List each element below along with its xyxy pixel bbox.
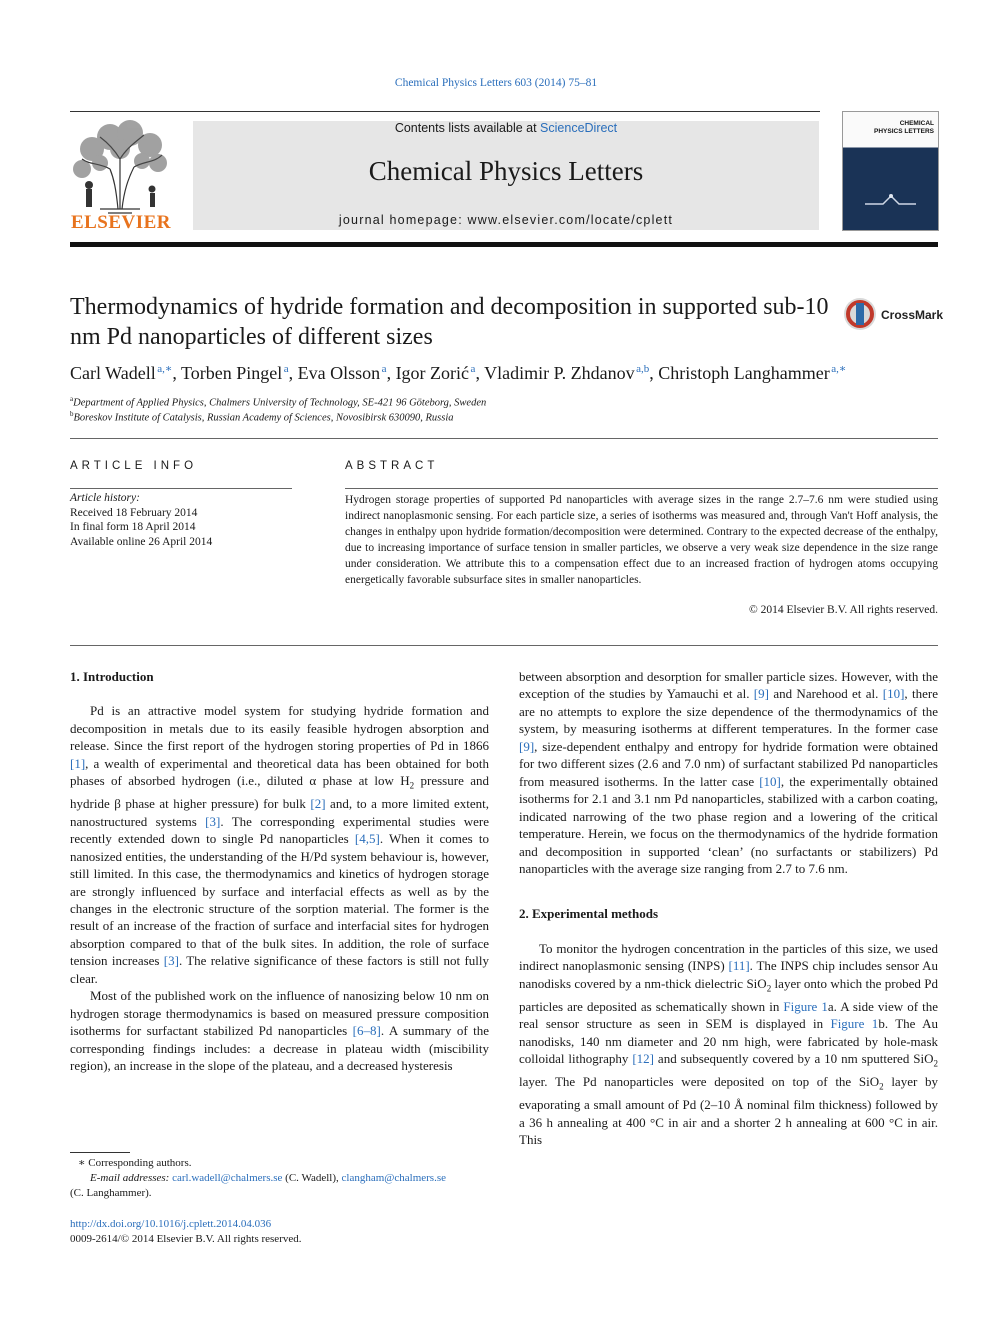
history-heading: Article history: xyxy=(70,492,140,504)
author-separator: , xyxy=(475,363,485,383)
citation-link[interactable]: [9] xyxy=(519,738,535,754)
author-name: Vladimir P. Zhdanov xyxy=(484,363,635,383)
article-title: Thermodynamics of hydride formation and decomposition in supported sub-10 nm Pd nanoparticles of different sizes xyxy=(70,294,829,350)
author-affiliation-link[interactable]: a,∗ xyxy=(157,363,173,375)
abstract-text: Hydrogen storage properties of supported Pd nanoparticles with average sizes in the range 2.7–7.6 nm were studied using indirect nanoplasmonic sensing. For each particle size, a series of isotherms was measured and, through Van't Hoff analysis, the changes in enthalpy upon hydride formation/decomposition were determined. Contrary to the expected decrease of the enthalpy, due to increasing importance of surface tension in smaller particles, we observe a very weak size dependence in the size range under consideration. We attribute this to a compensation effect due to an increased fraction of hydrogen atoms occupying energetically favorable subsurface sites in smaller nanoparticles. xyxy=(345,494,938,586)
article-info-rule xyxy=(70,488,292,489)
citation-link[interactable]: [10] xyxy=(759,773,781,789)
contents-line xyxy=(193,121,819,135)
author-affiliation-link[interactable]: a,∗ xyxy=(831,363,847,375)
abstract-rule xyxy=(345,488,938,489)
methods-paragraph-1: To monitor the hydrogen concentration in the particles of this size, we used indirect nanoplasmonic sensing (INPS) [11]. The INPS chip includes sensor Au nanodisks covered by a nm-thick dielectric SiO$_2$ layer onto which the probed Pd particles are deposited as schematically shown in Figure 1a. A side view of the real sensor structure as seen in SEM is displayed in Figure 1b. The Au nanodisks, 140 nm diameter and 20 nm high, were fabricated by hole-mask colloidal lithography [12] and subsequently covered by a 10 nm sputtered SiO$_2$ layer. The Pd nanoparticles were deposited on top of the SiO$_2$ layer by evaporating a small amount of Pd (2–10 Å nominal film thickness) followed by a 36 h annealing at 400 °C in air and a shorter 2 h annealing at 600 °C in air. This xyxy=(519,940,939,1148)
citation-link[interactable]: [10] xyxy=(882,686,905,702)
header-bottom-rule xyxy=(70,242,938,247)
email-owner: (C. Langhammer). xyxy=(70,1187,152,1199)
author-separator: , xyxy=(649,363,659,383)
abstract-copyright: © 2014 Elsevier B.V. All rights reserved. xyxy=(749,604,938,616)
history-received: Received 18 February 2014 xyxy=(70,506,198,519)
affiliation-marker: a xyxy=(70,395,74,403)
footnotes xyxy=(70,1156,490,1201)
history-online: Available online 26 April 2014 xyxy=(70,535,213,548)
article-info-heading: ARTICLE INFO xyxy=(70,460,198,472)
affiliation-text: Boreskov Institute of Catalysis, Russian Academy of Sciences, Novosibirsk 630090, Russia xyxy=(73,412,454,424)
citation-link[interactable]: [11] xyxy=(728,958,750,974)
journal-cover-thumbnail[interactable] xyxy=(842,111,939,231)
article-history xyxy=(70,491,300,549)
citation-link[interactable]: [12] xyxy=(632,1051,654,1067)
email-link[interactable]: clangham@chalmers.se xyxy=(341,1172,447,1184)
journal-homepage[interactable]: journal homepage: www.elsevier.com/locate/cplett xyxy=(338,213,674,227)
intro-paragraph-2: Most of the published work on the influence of nanosizing below 10 nm on hydrogen storage thermodynamics is based on measured pressure composition isotherms for surfactant stabilized Pd nanoparticles [6–8]. A summary of the corresponding findings includes: a decrease in plateau width (miscibility region), an increase in the slope of the plateau, and a decreased hysteresis xyxy=(70,988,490,1074)
doi-link[interactable]: http://dx.doi.org/10.1016/j.cplett.2014.04.036 xyxy=(70,1218,272,1230)
figure-link[interactable]: Figure 1 xyxy=(830,1016,879,1032)
citation-link[interactable]: [3] xyxy=(205,813,221,829)
email-label: E-mail addresses: xyxy=(90,1172,170,1184)
corresponding-authors-note: ∗ Corresponding authors. xyxy=(78,1157,192,1169)
section-heading-introduction: 1. Introduction xyxy=(70,669,154,684)
section-divider xyxy=(70,438,938,439)
affiliation-marker: b xyxy=(70,410,74,418)
sciencedirect-link[interactable]: ScienceDirect xyxy=(540,121,618,135)
author-name: Carl Wadell xyxy=(70,363,156,383)
citation-link[interactable]: [2] xyxy=(310,796,326,812)
figure-link[interactable]: Figure 1 xyxy=(783,998,828,1014)
section-divider xyxy=(70,645,938,646)
elsevier-wordmark: ELSEVIER xyxy=(70,212,172,233)
affiliation-a xyxy=(70,395,938,409)
cover-title: CHEMICAL PHYSICS LETTERS xyxy=(874,120,934,135)
crossmark-badge[interactable] xyxy=(843,297,944,337)
intro-paragraph-3: between absorption and desorption for smaller particle sizes. However, with the exception of the studies by Yamauchi et al. [9] and Narehood et al. [10], there are no attempts to explore the size dependence of the thermodynamics of the system, by measuring isotherms at different temperatures. In the former case [9], size-dependent enthalpy and entropy for hydride formation were obtained for two different sizes (2.6 and 7.0 nm) of surfactant stabilized Pd nanoparticles from measured isotherms. In the latter case [10], the experimentally obtained isotherms for 2.1 and 3.1 nm Pd nanoparticles, stabilized with a carbon coating, indicated narrowing of the two phase region and a lowering of the critical temperature. Herein, we focus on the thermodynamics of the hydride formation and decomposition in supported ‘clean’ (no surfactants or stabilizers) Pd nanoparticles with the average size ranging from 2.7 to 7.6 nm. xyxy=(519,669,939,876)
author-name: Eva Olsson xyxy=(297,363,381,383)
left-column xyxy=(70,668,489,1075)
cover-graphic-icon xyxy=(863,192,918,210)
author-affiliation-link[interactable]: a xyxy=(283,363,289,375)
author-name: Torben Pingel xyxy=(181,363,283,383)
issn-line: 0009-2614/© 2014 Elsevier B.V. All rights reserved. xyxy=(70,1233,302,1245)
header-top-rule xyxy=(70,111,820,112)
journal-reference[interactable]: Chemical Physics Letters 603 (2014) 75–81 xyxy=(394,77,598,89)
right-column xyxy=(519,668,938,1149)
author-name: Christoph Langhammer xyxy=(658,363,830,383)
affiliation-b xyxy=(70,410,938,424)
affiliation-text: Department of Applied Physics, Chalmers University of Technology, SE-421 96 Göteborg, Sweden xyxy=(73,397,487,409)
contents-prefix: Contents lists available at xyxy=(394,121,541,135)
section-heading-methods: 2. Experimental methods xyxy=(519,906,659,922)
citation-link[interactable]: [9] xyxy=(753,686,769,702)
author-affiliation-link[interactable]: a xyxy=(381,363,387,375)
citation-link[interactable]: [4,5] xyxy=(354,831,380,847)
journal-title: Chemical Physics Letters xyxy=(368,156,644,186)
abstract-heading: ABSTRACT xyxy=(345,460,439,472)
crossmark-icon xyxy=(843,297,877,331)
author-affiliation-link[interactable]: a xyxy=(470,363,476,375)
doi-block xyxy=(70,1217,490,1247)
crossmark-label: CrossMark xyxy=(881,308,944,322)
history-revised: In final form 18 April 2014 xyxy=(70,521,196,533)
citation-link[interactable]: [1] xyxy=(70,755,86,771)
intro-paragraph-1: Pd is an attractive model system for studying hydride formation and decomposition in metals due to its easily feasible hydrogen absorption and release. Since the first report of the hydrogen storing properties of Pd in 1866 [1], a wealth of experimental and theoretical data has been obtained for both phases of absorbed hydrogen (i.e., diluted α phase at low $H_2$ pressure and hydride β phase at higher pressure) for bulk [2] and, to a more limited extent, nanostructured systems [3]. The corresponding experimental studies were recently extended down to single Pd nanoparticles [4,5]. When it comes to nanosized entities, the understanding of the H/Pd system behaviour is, however, still limited. In this case, the thermodynamics and kinetics of hydrogen storage are strongly influenced by surface and interfacial effects as well as by the changes in the electronic structure of the sorption material. The former is the result of an increase of the fraction of surface and interfacial sites for hydrogen absorption compared to that of the bulk sites. In addition, the role of surface tension increases [3]. The relative significance of these factors is still not fully clear. xyxy=(70,703,490,986)
author-separator: , xyxy=(386,363,396,383)
footnote-rule xyxy=(70,1152,130,1153)
author-list xyxy=(70,362,938,384)
author-separator: , xyxy=(288,363,298,383)
author-name: Igor Zorić xyxy=(395,363,470,383)
email-addresses xyxy=(70,1171,490,1186)
citation-link[interactable]: [3] xyxy=(163,953,179,969)
citation-link[interactable]: [6–8] xyxy=(352,1023,381,1039)
email-owner: (C. Wadell), xyxy=(282,1172,342,1184)
author-separator: , xyxy=(172,363,182,383)
author-affiliation-link[interactable]: a,b xyxy=(636,363,650,375)
email-link[interactable]: carl.wadell@chalmers.se xyxy=(172,1172,283,1184)
